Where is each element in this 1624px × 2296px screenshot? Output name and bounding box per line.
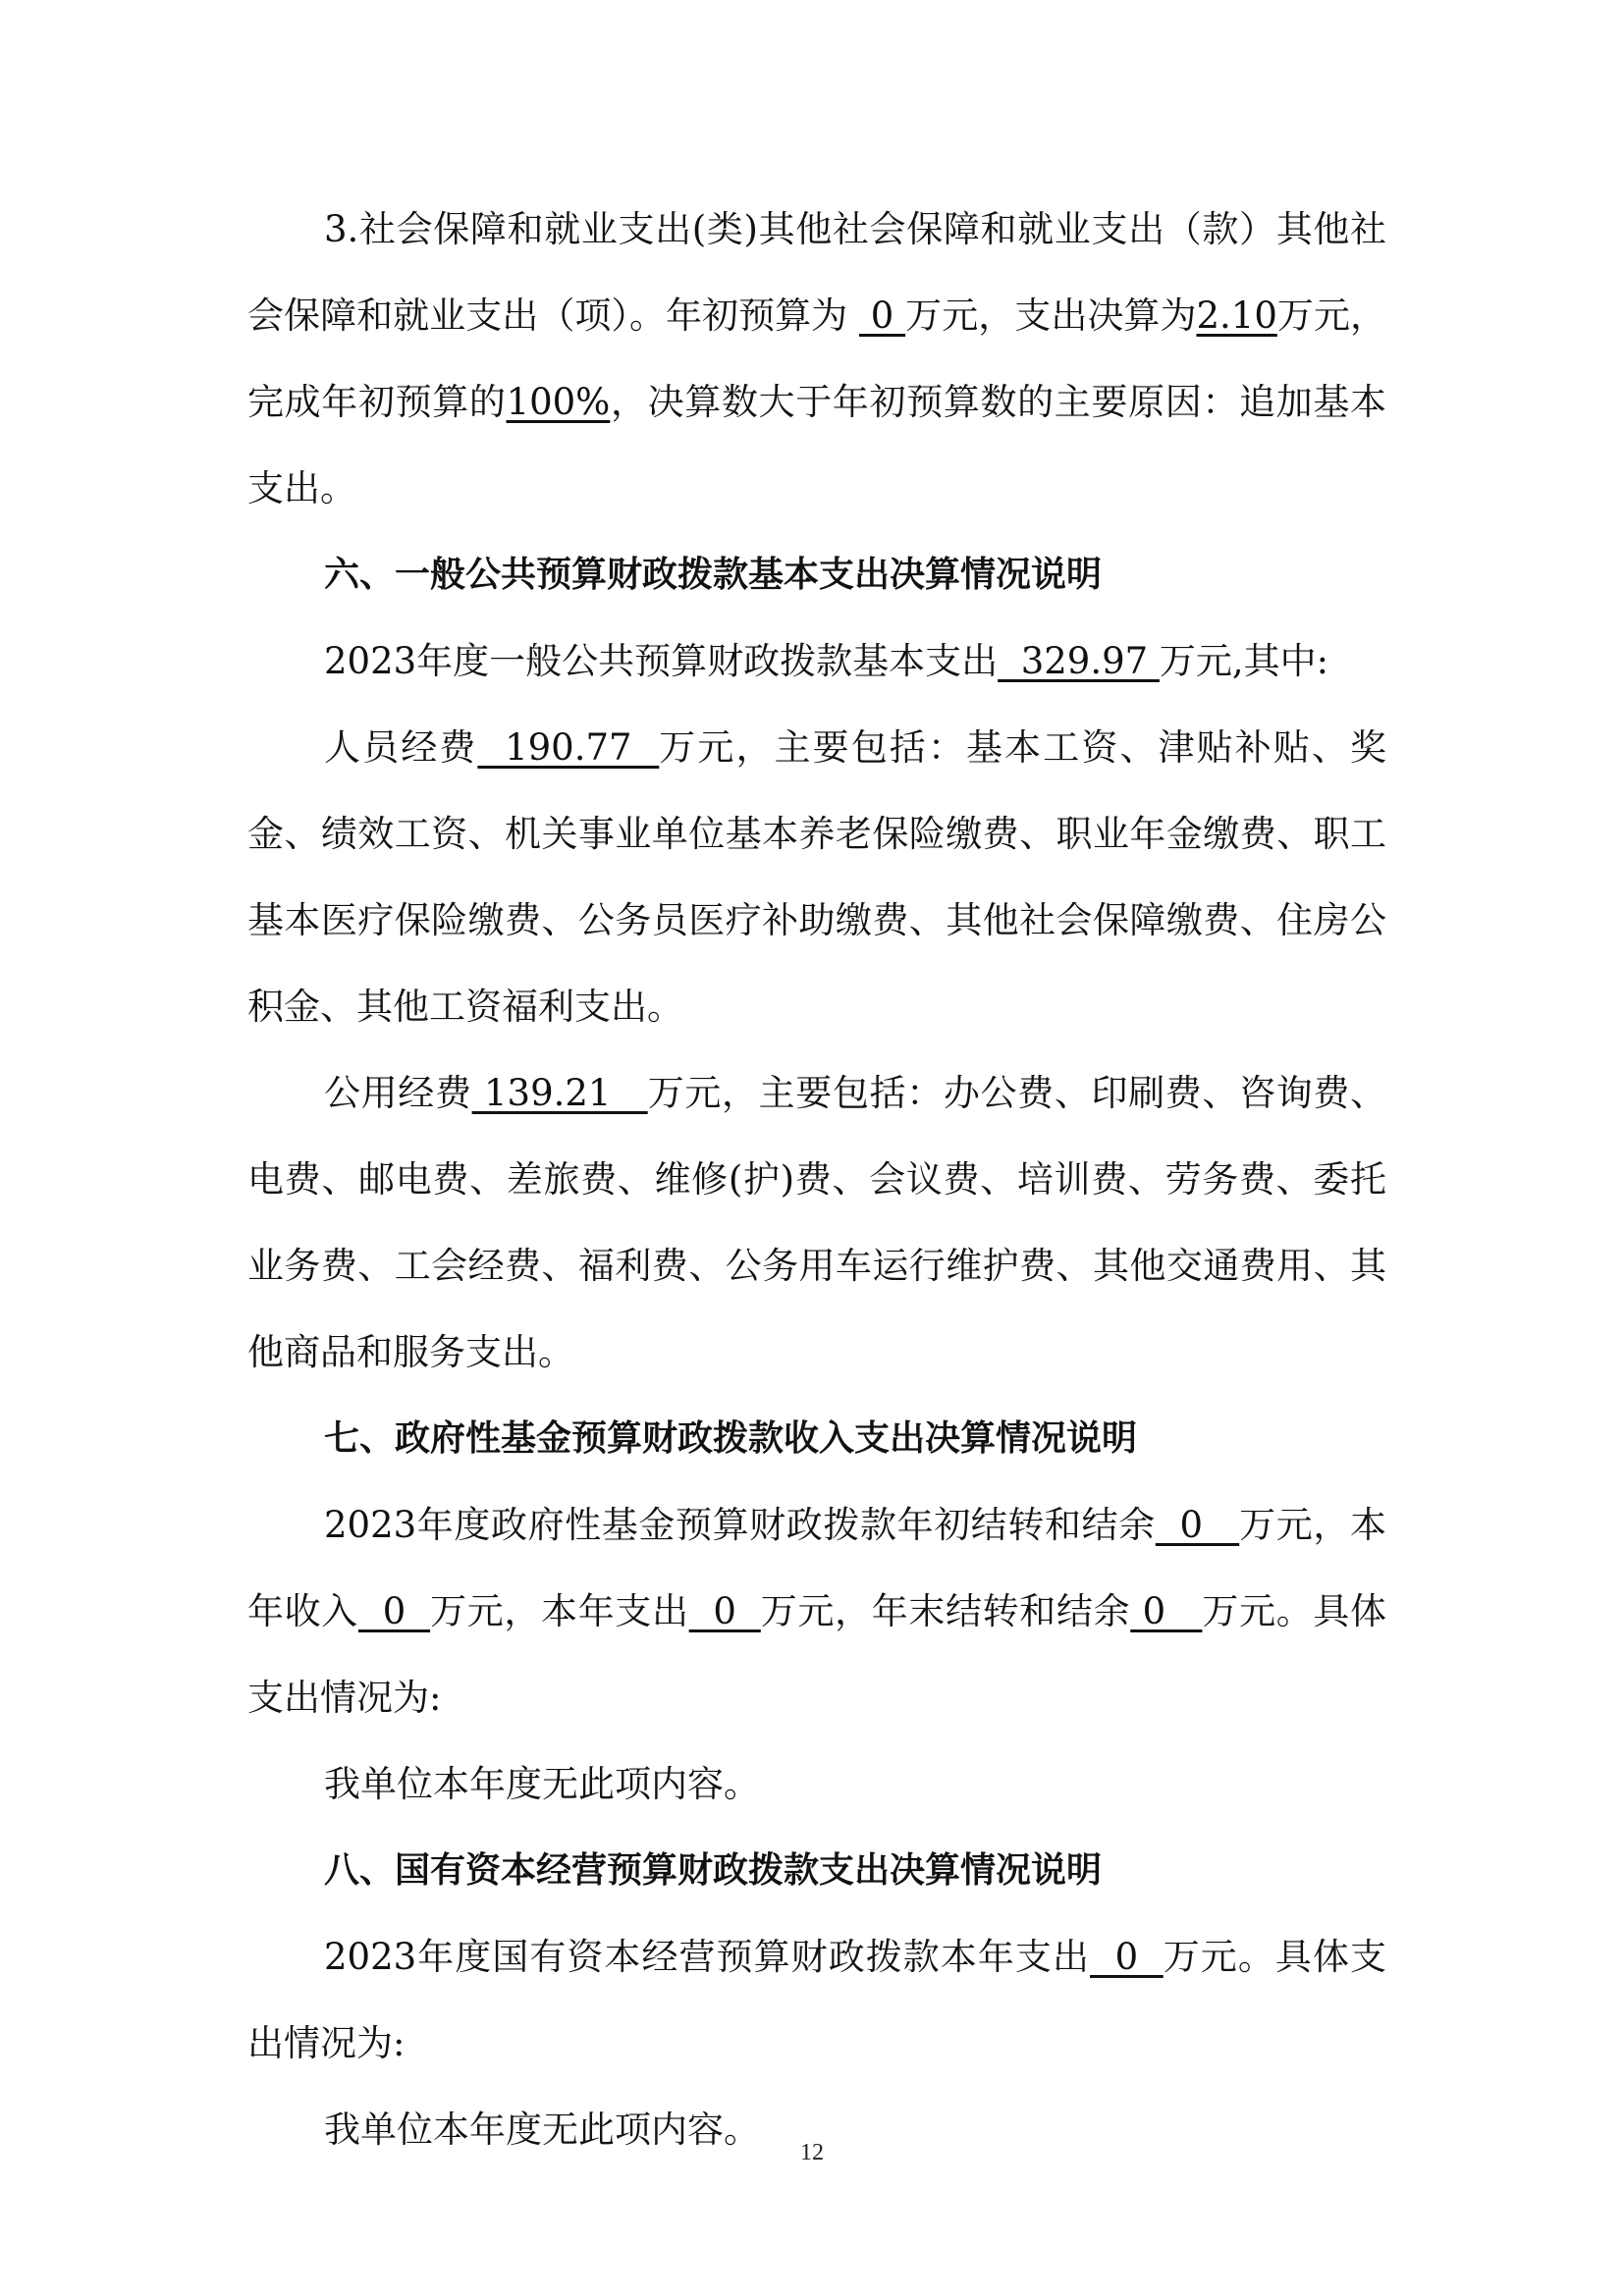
text: 万元。具体支出情况为: <box>247 1936 1386 2064</box>
text: 万元，完成年初预算的 <box>247 294 1386 423</box>
paragraph-no-content: 我单位本年度无此项内容。 <box>324 1763 760 1805</box>
paragraph-basic-expense-total <box>247 618 1386 705</box>
paragraph-government-fund <box>247 1482 1386 1741</box>
text: 3.社会保障和就业支出(类)其他社会保障和就业支出（款）其他社会保障和就业支出（项）。年初预算为 <box>247 208 1386 337</box>
text: 万元，本年收入 <box>247 1504 1386 1632</box>
underlined-value: 2.10 <box>1196 294 1277 337</box>
text: 万元，支出决算为 <box>905 294 1197 337</box>
text: 万元，本年支出 <box>430 1590 689 1632</box>
text: 万元。具体支出情况为: <box>247 1590 1387 1719</box>
paragraph-state-capital <box>247 1914 1386 2087</box>
paragraph-social-security <box>247 187 1386 532</box>
paragraph-no-content: 我单位本年度无此项内容。 <box>324 2109 760 2151</box>
section-heading-six: 六、一般公共预算财政拨款基本支出决算情况说明 <box>324 555 1103 595</box>
text: 公用经费 <box>324 1072 472 1114</box>
text: 万元，主要包括：基本工资、津贴补贴、奖金、绩效工资、机关事业单位基本养老保险缴费、职业年金缴费、职工基本医疗保险缴费、公务员医疗补助缴费、其他社会保障缴费、住房公积金、其他工资福利支出。 <box>247 726 1387 1028</box>
underlined-value: 0 <box>1130 1590 1203 1632</box>
underlined-value: 329.97 <box>998 640 1160 682</box>
section-heading-seven: 七、政府性基金预算财政拨款收入支出决算情况说明 <box>324 1418 1138 1459</box>
text: 人员经费 <box>324 726 478 769</box>
underlined-value: 139.21 <box>471 1072 648 1114</box>
text: 万元，年末结转和结余 <box>760 1590 1131 1632</box>
text: 万元，主要包括：办公费、印刷费、咨询费、电费、邮电费、差旅费、维修(护)费、会议费、培训费、劳务费、委托业务费、工会经费、福利费、公务用车运行维护费、其他交通费用、其他商品和服务支出。 <box>247 1072 1387 1373</box>
paragraph-personnel-expense <box>247 705 1386 1050</box>
text: 2023年度政府性基金预算财政拨款年初结转和结余 <box>324 1504 1156 1546</box>
text: 万元,其中: <box>1159 640 1329 682</box>
underlined-value: 0 <box>688 1590 761 1632</box>
section-heading-eight: 八、国有资本经营预算财政拨款支出决算情况说明 <box>324 1850 1103 1891</box>
paragraph-public-expense <box>247 1050 1386 1396</box>
text: ，决算数大于年初预算数的主要原因：追加基本支出。 <box>247 381 1387 509</box>
underlined-value: 0 <box>859 294 906 337</box>
underlined-value: 0 <box>1155 1504 1240 1546</box>
underlined-value: 0 <box>1090 1936 1164 1978</box>
text: 2023年度国有资本经营预算财政拨款本年支出 <box>324 1936 1090 1978</box>
underlined-value: 100% <box>506 381 611 423</box>
text: 2023年度一般公共预算财政拨款基本支出 <box>324 640 999 682</box>
page-number: 12 <box>800 2140 824 2165</box>
underlined-value: 190.77 <box>477 726 660 769</box>
page-content <box>247 187 1386 2173</box>
underlined-value: 0 <box>357 1590 431 1632</box>
